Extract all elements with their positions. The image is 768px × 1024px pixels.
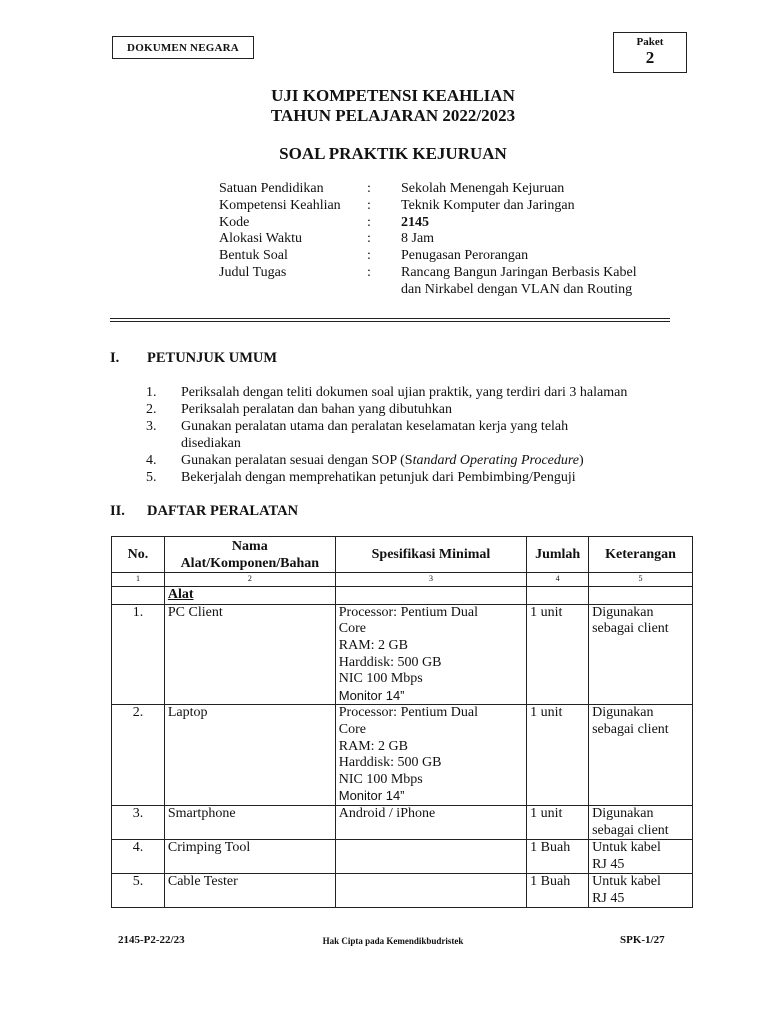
info-colon: :	[367, 248, 371, 264]
table-row	[112, 705, 693, 806]
header-spesifikasi: Spesifikasi Minimal	[335, 537, 526, 573]
spek-line: Harddisk: 500 GB	[338, 755, 442, 771]
info-value: 2145	[401, 214, 429, 230]
row-spek	[335, 604, 526, 705]
ket-line: Digunakan	[592, 604, 654, 620]
row-jumlah: 1 unit	[527, 705, 589, 806]
footer-page-number: SPK-1/27	[620, 934, 665, 946]
ket-line: RJ 45	[592, 890, 625, 906]
list-item-text	[181, 452, 706, 469]
document-classification-label: DOKUMEN NEGARA	[112, 36, 254, 59]
spek-line: Core	[338, 721, 366, 737]
row-keterangan	[589, 840, 693, 874]
table-row	[112, 840, 693, 874]
info-key: Judul Tugas	[219, 264, 287, 280]
list-item	[146, 469, 706, 486]
info-value	[401, 265, 691, 299]
row-jumlah: 1 Buah	[527, 840, 589, 874]
row-keterangan	[589, 705, 693, 806]
row-keterangan	[589, 604, 693, 705]
info-key: Bentuk Soal	[219, 248, 288, 264]
row-nama: PC Client	[164, 604, 335, 705]
ket-line: Digunakan	[592, 805, 654, 821]
spek-line-monitor: Monitor 14”	[338, 687, 405, 703]
list-item	[146, 418, 706, 452]
info-row-judul	[219, 265, 691, 299]
table-group-row	[112, 587, 693, 605]
info-row-kode	[219, 215, 691, 232]
row-number: 3.	[112, 805, 165, 839]
table-header-row	[112, 537, 693, 573]
row-spek	[335, 705, 526, 806]
spek-line: Processor: Pentium Dual	[338, 604, 478, 620]
list-item-text: Gunakan peralatan utama dan peralatan keselamatan kerja yang telah disediakan	[181, 419, 569, 451]
spek-line: NIC 100 Mbps	[338, 671, 423, 687]
footer-copyright: Hak Cipta pada Kemendikbudristek	[322, 936, 464, 946]
info-colon: :	[367, 197, 371, 213]
list-item-text: Bekerjalah dengan memprehatikan petunjuk dari Pembimbing/Penguji	[181, 470, 576, 485]
ket-line: Untuk kabel	[592, 874, 661, 890]
list-item-number: 2.	[146, 402, 157, 417]
document-title-line1: UJI KOMPETENSI KEAHLIAN	[271, 86, 515, 105]
info-value: 8 Jam	[401, 231, 435, 247]
list-item-text-italic: tandard Operating Procedure	[412, 453, 580, 468]
paket-box	[613, 32, 687, 73]
info-value: Penugasan Perorangan	[401, 248, 529, 264]
row-keterangan	[589, 805, 693, 839]
list-item	[146, 384, 706, 401]
ket-line: sebagai client	[592, 621, 669, 637]
section-heading-peralatan	[110, 503, 298, 520]
table-row	[112, 805, 693, 839]
info-row-satuan	[219, 181, 691, 198]
info-row-bentuk	[219, 248, 691, 265]
spek-line: Core	[338, 621, 366, 637]
instruction-list	[146, 384, 706, 486]
ket-line: Digunakan	[592, 705, 654, 721]
ket-line: sebagai client	[592, 721, 669, 737]
paket-label: Paket	[636, 36, 664, 48]
row-keterangan	[589, 874, 693, 908]
list-item-number: 4.	[146, 453, 157, 468]
row-jumlah: 1 Buah	[527, 874, 589, 908]
header-nama-line1: Nama	[231, 539, 268, 554]
group-label-cell	[164, 587, 335, 605]
list-item-number: 1.	[146, 385, 157, 400]
footer-doc-code: 2145-P2-22/23	[118, 934, 185, 946]
info-value-line2: dan Nirkabel dengan VLAN dan Routing	[401, 281, 633, 297]
header-nama-line2: Alat/Komponen/Bahan	[180, 555, 320, 571]
info-colon: :	[367, 264, 371, 280]
info-colon: :	[367, 231, 371, 247]
info-row-alokasi	[219, 231, 691, 248]
table-row	[112, 874, 693, 908]
row-spek	[335, 874, 526, 908]
info-value: Teknik Komputer dan Jaringan	[401, 197, 575, 213]
table-row	[112, 604, 693, 705]
list-item	[146, 401, 706, 418]
empty-cell	[527, 587, 589, 605]
row-number: 2.	[112, 705, 165, 806]
exam-info-block	[219, 181, 691, 299]
spek-line: Android / iPhone	[338, 805, 436, 821]
row-nama: Laptop	[164, 705, 335, 806]
column-number: 5	[589, 573, 693, 587]
list-item-number: 5.	[146, 470, 157, 485]
info-key: Alokasi Waktu	[219, 231, 302, 247]
empty-cell	[589, 587, 693, 605]
info-value-line1: Rancang Bangun Jaringan Berbasis Kabel	[401, 264, 637, 280]
row-nama: Smartphone	[164, 805, 335, 839]
list-item-text-post: )	[579, 453, 584, 468]
column-number: 1	[112, 573, 165, 587]
document-subtitle: SOAL PRAKTIK KEJURUAN	[279, 144, 507, 163]
empty-cell	[335, 587, 526, 605]
spek-line: Processor: Pentium Dual	[338, 705, 478, 721]
header-jumlah: Jumlah	[527, 537, 589, 573]
section-number: II.	[110, 503, 125, 519]
row-spek	[335, 840, 526, 874]
spek-line: RAM: 2 GB	[338, 637, 408, 653]
header-no: No.	[112, 537, 165, 573]
paket-number: 2	[645, 48, 655, 67]
info-colon: :	[367, 214, 371, 230]
row-number: 1.	[112, 604, 165, 705]
row-number: 4.	[112, 840, 165, 874]
row-number: 5.	[112, 874, 165, 908]
group-label: Alat	[167, 587, 194, 603]
document-title-line2: TAHUN PELAJARAN 2022/2023	[270, 106, 516, 125]
row-nama: Cable Tester	[164, 874, 335, 908]
header-divider	[110, 318, 670, 322]
header-nama	[164, 537, 335, 573]
row-nama: Crimping Tool	[164, 840, 335, 874]
section-title: DAFTAR PERALATAN	[147, 503, 299, 519]
section-title: PETUNJUK UMUM	[147, 350, 278, 366]
row-jumlah: 1 unit	[527, 604, 589, 705]
list-item	[146, 452, 706, 469]
info-value: Sekolah Menengah Kejuruan	[401, 181, 565, 196]
column-number: 3	[335, 573, 526, 587]
list-item-text: Periksalah peralatan dan bahan yang dibutuhkan	[181, 402, 452, 417]
column-number: 4	[527, 573, 589, 587]
ket-line: RJ 45	[592, 856, 625, 872]
info-key: Kode	[219, 214, 250, 230]
list-item-text: Periksalah dengan teliti dokumen soal ujian praktik, yang terdiri dari 3 halaman	[181, 385, 628, 400]
empty-cell	[112, 587, 165, 605]
list-item-text-pre: Gunakan peralatan sesuai dengan SOP (S	[181, 453, 413, 468]
ket-line: Untuk kabel	[592, 840, 661, 856]
row-spek	[335, 805, 526, 839]
info-key: Kompetensi Keahlian	[219, 197, 341, 213]
column-number-row	[112, 573, 693, 587]
info-row-kompetensi	[219, 198, 691, 215]
list-item-number: 3.	[146, 419, 157, 434]
header-keterangan: Keterangan	[589, 537, 693, 573]
row-jumlah: 1 unit	[527, 805, 589, 839]
spek-line-monitor: Monitor 14”	[338, 788, 405, 804]
spek-line: Harddisk: 500 GB	[338, 654, 442, 670]
equipment-table	[111, 536, 693, 908]
info-colon: :	[367, 181, 371, 196]
section-number: I.	[110, 350, 120, 366]
spek-line: NIC 100 Mbps	[338, 771, 423, 787]
ket-line: sebagai client	[592, 822, 669, 838]
column-number: 2	[164, 573, 335, 587]
info-key: Satuan Pendidikan	[219, 181, 324, 196]
spek-line: RAM: 2 GB	[338, 738, 408, 754]
section-heading-petunjuk	[110, 350, 277, 367]
